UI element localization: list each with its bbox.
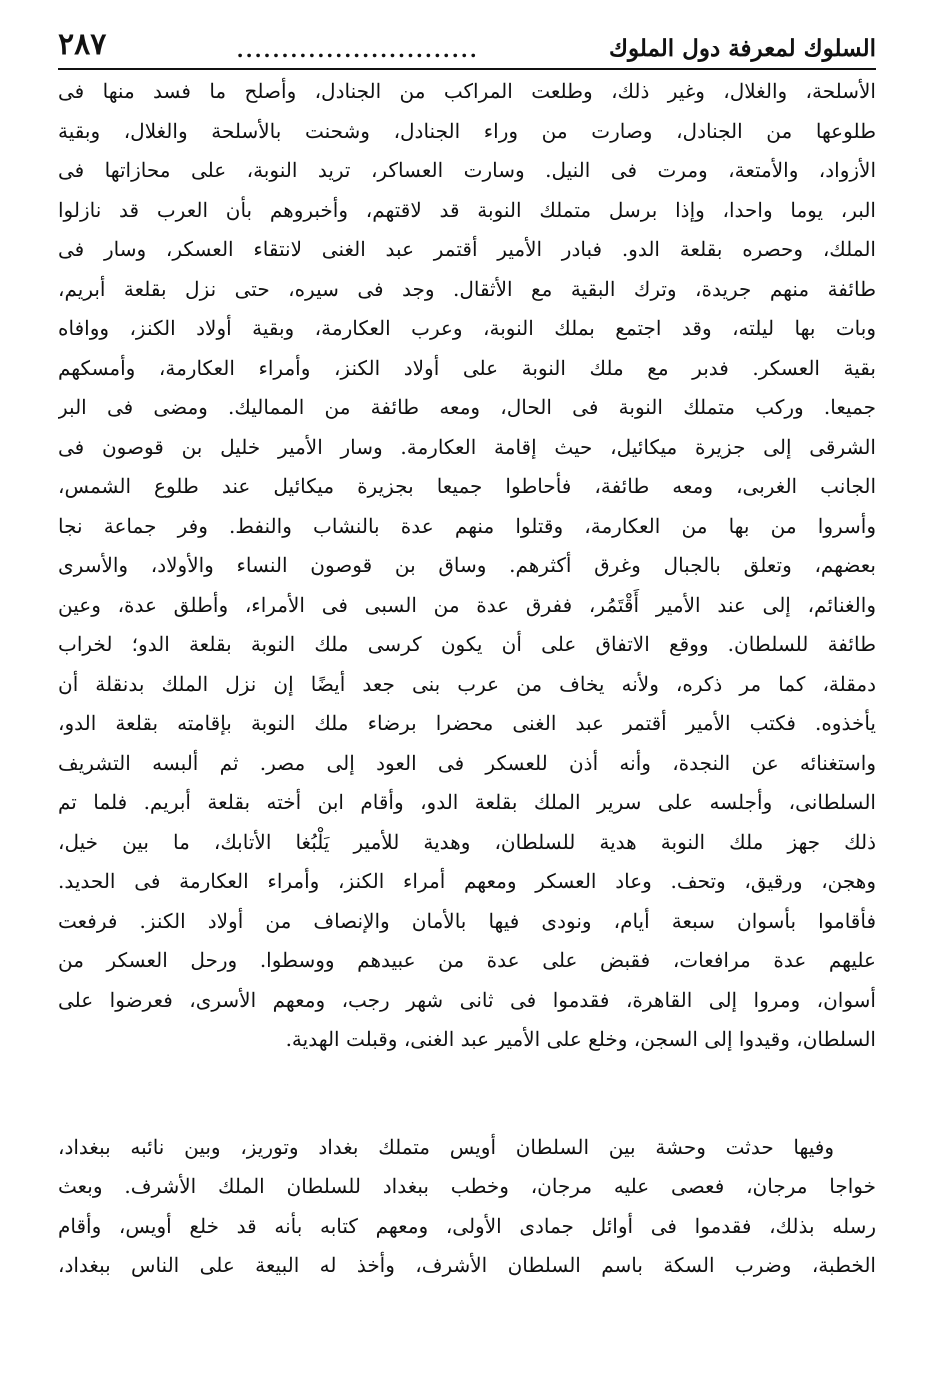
text-line: السلطان، وقيدوا إلى السجن، وخلع على الأمير عبد الغنى، وقبلت الهدية. [285,1027,876,1051]
page-number: ٢٨٧ [58,27,107,62]
running-title: السلوك لمعرفة دول الملوك [608,35,876,62]
text-line: الجانب الغربى، ومعه طائفة، فأحاطوا جميعا بجزيرة ميكائيل عند طلوع الشمس، [58,474,876,498]
text-line: طائفة منهم جريدة، وترك البقية مع الأثقال. وجد فى سيره، حتى نزل بقلعة أبريم، [58,276,876,301]
header-dot-leader: ........................... [236,38,479,62]
text-line: الملك، وحصره بقلعة الدو. فبادر الأمير أقتمر عبد الغنى لانتقاء العسكر، وسار فى [58,237,876,261]
text-line: وهجن، ورقيق، وتحف. وعاد العسكر ومعهم أمراء الكنز، وأمراء العكارمة فى الحديد. [58,869,876,893]
text-line: وأسروا من بها من العكارمة، وقتلوا منهم عدة بالنشاب والنفط. وفر جماعة نجا [58,513,876,538]
paragraph-1 [58,72,876,1060]
paragraph-2 [58,1128,876,1286]
text-line: رسله بذلك، فقدموا فى أوائل جمادى الأولى، ومعهم كتابه بأنه قد خلع أويس، وأقام [58,1213,876,1238]
text-line: الخطبة، وضرب السكة باسم السلطان الأشرف، وأخذ له البيعة على الناس ببغداد، [58,1253,876,1277]
text-line: دمقلة، كما مر ذكره، ولأنه يخاف من عرب بنى جعد أيضًا إن نزل الملك بدنقلة أن [58,671,876,696]
text-line: يأخذوه. فكتب الأمير أقتمر عبد الغنى محضرا برضاء ملك النوبة بإقامته بقلعة الدو، [58,711,876,735]
text-line: الأسلحة، والغلال، وغير ذلك، وطلعت المراكب من الجنادل، وأصلح ما فسد منها فى [58,79,876,103]
text-line: بعضهم، وتعلق بالجبال وغرق أكثرهم. وساق بن قوصون النساء والأولاد، والأسرى [58,553,876,577]
text-line: واستغنائه عن النجدة، وأنه أذن للعسكر فى العود إلى مصر. ثم ألبسه التشريف [58,750,876,775]
text-line: بقية العسكر. فدبر مع ملك النوبة على أولاد الكنز، وأمراء العكارمة، وأمسكهم [58,355,876,380]
paragraph-spacer [58,1060,876,1128]
page-header [58,20,876,70]
text-line: ذلك جهز ملك النوبة هدية للسلطان، وهدية للأمير يَلْبُغا الأتابك، ما بين خيل، [58,829,876,854]
text-line: والغنائم، إلى عند الأمير أَقْتَمُر، ففرق عدة من السبى فى الأمراء، وأطلق عدة، وعين [58,592,876,617]
text-line: أسوان، ومروا إلى القاهرة، فقدموا فى ثانى شهر رجب، ومعهم الأسرى، فعرضوا على [58,987,876,1012]
text-line: جميعا. وركب متملك النوبة فى الحال، ومعه طائفة من المماليك. ومضى فى البر [58,395,876,419]
text-line: طائفة للسلطان. ووقع الاتفاق على أن يكون كرسى ملك النوبة بقلعة الدو؛ لخراب [58,632,876,656]
text-line: خواجا مرجان، فعصى عليه مرجان، وخطب ببغداد للسلطان الملك الأشرف. وبعث [58,1174,876,1198]
text-line: السلطانى، وأجلسه على سرير الملك بقلعة الدو، وأقام ابن أخته بقلعة أبريم. فلما تم [58,790,876,814]
text-line: فأقاموا بأسوان سبعة أيام، ونودى فيها بالأمان والإنصاف من أولاد الكنز. فرفعت [58,908,876,933]
text-line: وفيها حدثت وحشة بين السلطان أويس متملك بغداد وتوريز، وبين نائبه ببغداد، [58,1134,834,1159]
text-line: الأزواد، والأمتعة، ومرت فى النيل. وسارت العساكر، تريد النوبة، على محازاتها فى [58,158,876,182]
text-line: وبات بها ليلته، وقد اجتمع بملك النوبة، وعرب العكارمة، وبقية أولاد الكنز، ووافاه [58,316,876,340]
body-text [58,72,876,1286]
text-line: عليهم عدة مرافعات، فقبض على عدة من عبيدهم ووسطوا. ورحل العسكر من [58,948,876,972]
text-line: طلوعها من الجنادل، وصارت من وراء الجنادل، وشحنت بالأسلحة والغلال، وبقية [58,118,876,143]
text-line: الشرقى إلى جزيرة ميكائيل، حيث إقامة العكارمة. وسار الأمير خليل بن قوصون فى [58,434,876,459]
text-line: البر، يوما واحدا، وإذا برسل متملك النوبة قد لاقتهم، وأخبروهم بأن العرب قد نازلوا [58,197,876,222]
